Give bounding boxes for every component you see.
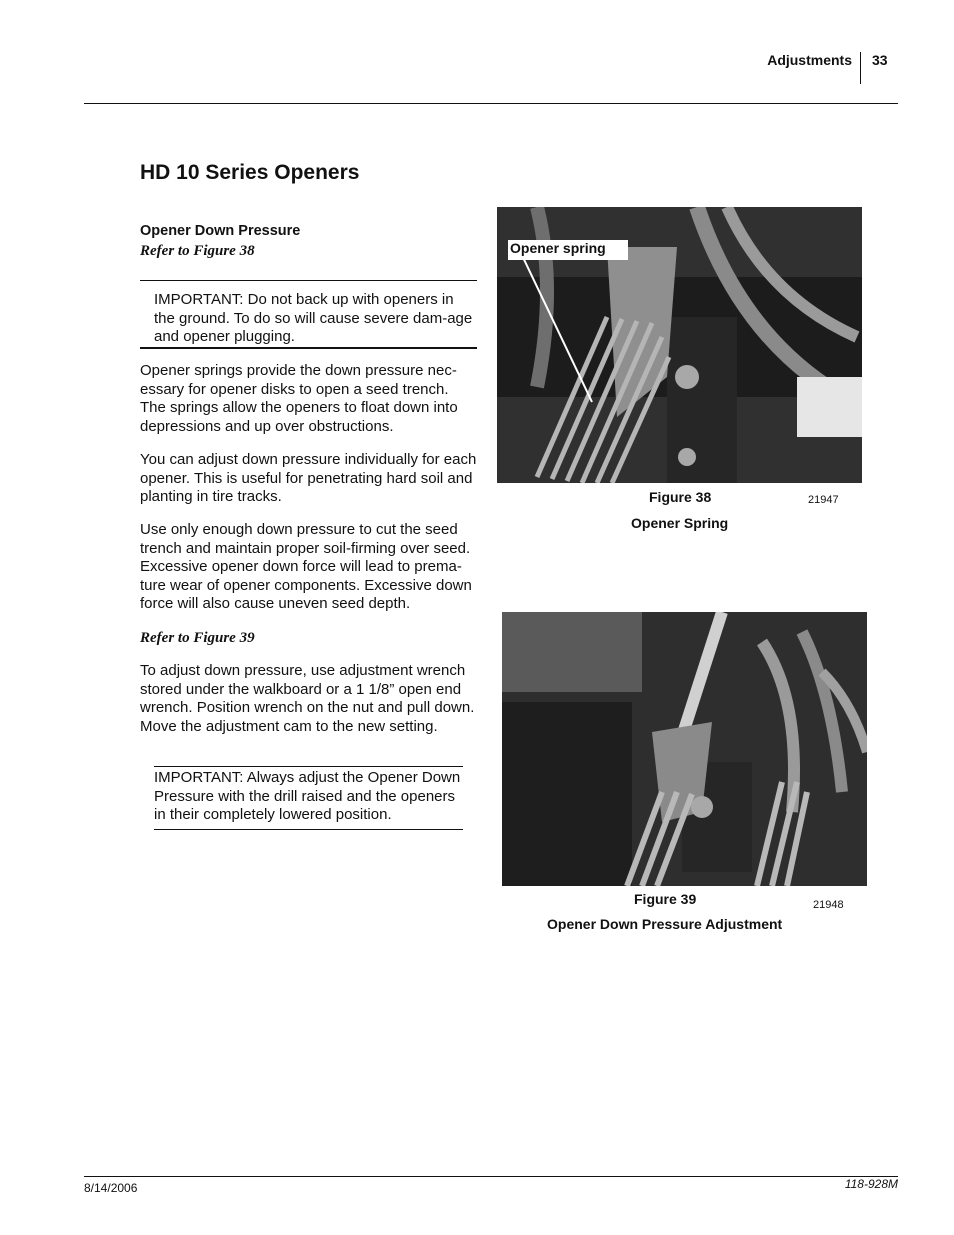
header-section-title: Adjustments [767, 52, 852, 68]
header-rule [84, 103, 898, 104]
footer-rule [84, 1176, 898, 1177]
paragraph: Opener springs provide the down pressure nec-essary for opener disks to open a seed trench. The springs allow the openers to float down into depressions and up over obstructions. [140, 362, 458, 435]
paragraph: You can adjust down pressure individually for each opener. This is useful for penetrating hard soil and planting in tire tracks. [140, 451, 477, 506]
important-notice-text: IMPORTANT: Always adjust the Opener Down Pressure with the drill raised and the openers in their completely lowered position. [154, 769, 461, 824]
figure-38-number: 21947 [808, 494, 839, 506]
subheading: Opener Down Pressure [140, 223, 301, 239]
figure-reference: Refer to Figure 39 [140, 630, 255, 646]
figure-38-caption: Opener Spring [631, 515, 729, 531]
footer-date: 8/14/2006 [84, 1181, 138, 1195]
figure-39-label: Figure 39 [634, 891, 697, 907]
header-divider [860, 52, 861, 84]
paragraph: Use only enough down pressure to cut the seed trench and maintain proper soil-firming over seed. Excessive opener down force will lead to prema-ture wear of opener components. Excessive down force will also cause uneven seed depth. [140, 521, 472, 613]
important-notice-text: IMPORTANT: Do not back up with openers in the ground. To do so will cause severe dam-age and opener plugging. [154, 291, 473, 346]
footer-doc-number: 118-928M [844, 1177, 898, 1191]
figure-39-caption: Opener Down Pressure Adjustment [547, 916, 783, 932]
figure-reference: Refer to Figure 38 [140, 243, 255, 259]
important-notice [140, 280, 477, 349]
paragraph: To adjust down pressure, use adjustment wrench stored under the walkboard or a 1 1/8” open end wrench. Position wrench on the nut and pull down. Move the adjustment cam to the new setting. [140, 662, 475, 735]
figure-38-callout: Opener spring [508, 240, 628, 260]
figure-38-label: Figure 38 [649, 489, 712, 505]
page-number: 33 [872, 52, 888, 68]
page-title: HD 10 Series Openers [140, 161, 360, 184]
figure-39-number: 21948 [813, 899, 844, 911]
figure-39-photo [502, 612, 867, 886]
important-notice [154, 766, 463, 830]
